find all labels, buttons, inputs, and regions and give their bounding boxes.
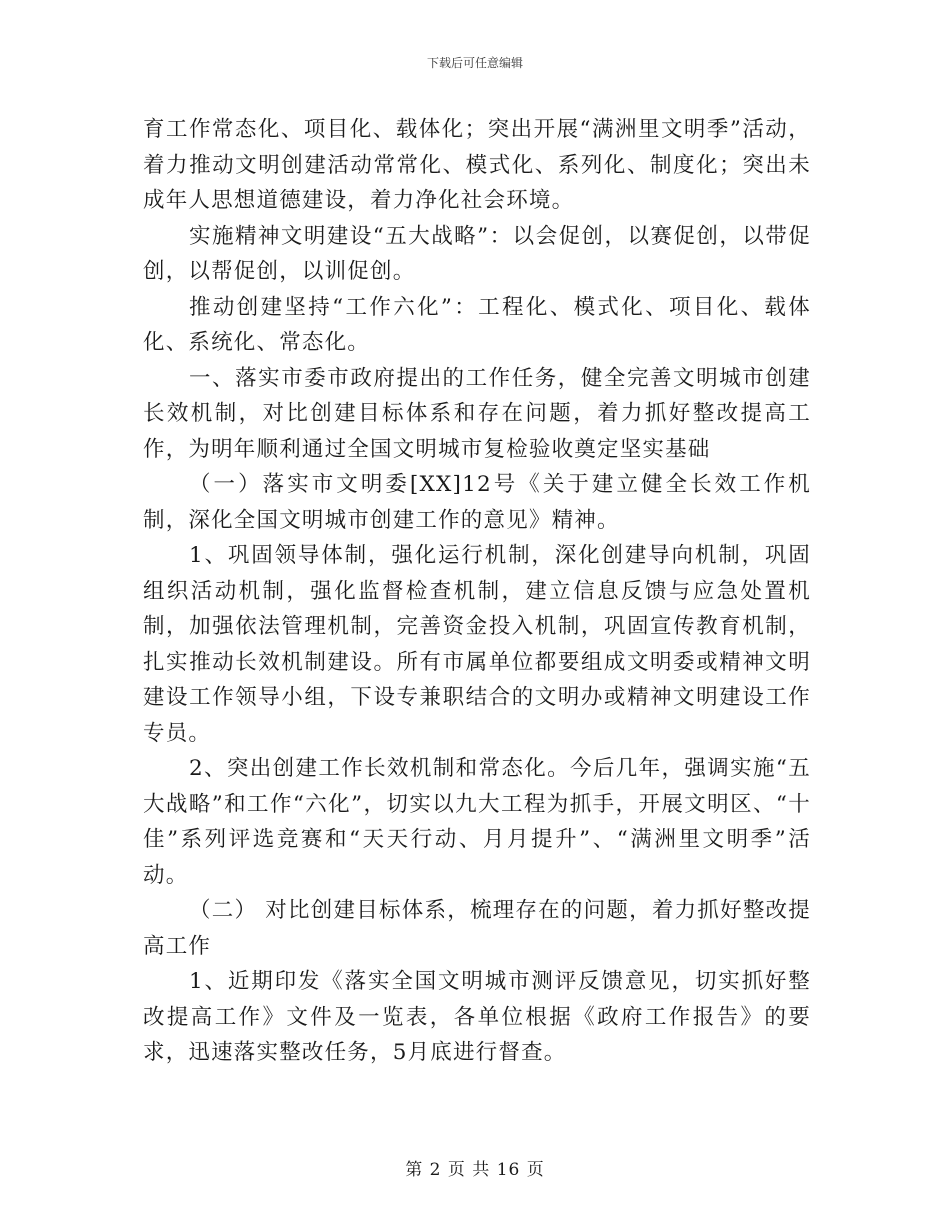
subsection-heading-1: （一）落实市文明委[XX]12号《关于建立健全长效工作机制，深化全国文明城市创建工作的意见》精神。 — [143, 472, 811, 533]
paragraph-item-1: 1、巩固领导体制，强化运行机制，深化创建导向机制，巩固组织活动机制，强化监督检查机制，建立信息反馈与应急处置机制，加强依法管理机制，完善资金投入机制，巩固宣传教育机制，扎实推动长效机制建设。所有市属单位都要组成文明委或精神文明建设工作领导小组，下设专兼职结合的文明办或精神文明建设工作专员。 — [143, 543, 811, 746]
page-header: 下载后可任意编辑 — [426, 56, 523, 70]
paragraph-item-2: 2、突出创建工作长效机制和常态化。今后几年，强调实施“五大战略”和工作“六化”，切实以九大工程为抓手，开展文明区、“十佳”系列评选竞赛和“天天行动、月月提升”、“满洲里文明季”活动。 — [143, 756, 811, 888]
paragraph-3: 推动创建坚持“工作六化”：工程化、模式化、项目化、载体化、系统化、常态化。 — [143, 294, 811, 355]
paragraph-2: 实施精神文明建设“五大战略”：以会促创，以赛促创，以带促创，以帮促创，以训促创。 — [143, 223, 811, 284]
paragraph-1: 育工作常态化、项目化、载体化；突出开展“满洲里文明季”活动，着力推动文明创建活动常常化、模式化、系列化、制度化；突出未成年人思想道德建设，着力净化社会环境。 — [143, 117, 811, 213]
paragraph-item-3: 1、近期印发《落实全国文明城市测评反馈意见，切实抓好整改提高工作》文件及一览表，各单位根据《政府工作报告》的要求，迅速落实整改任务，5月底进行督查。 — [143, 969, 811, 1065]
subsection-heading-2: （二） 对比创建目标体系，梳理存在的问题，着力抓好整改提高工作 — [143, 898, 811, 959]
page-number-footer: 第 2 页 共 16 页 — [405, 1160, 545, 1180]
section-heading-1: 一、落实市委市政府提出的工作任务，健全完善文明城市创建长效机制，对比创建目标体系和存在问题，着力抓好整改提高工作，为明年顺利通过全国文明城市复检验收奠定坚实基础 — [143, 365, 811, 462]
document-body — [143, 112, 811, 1071]
